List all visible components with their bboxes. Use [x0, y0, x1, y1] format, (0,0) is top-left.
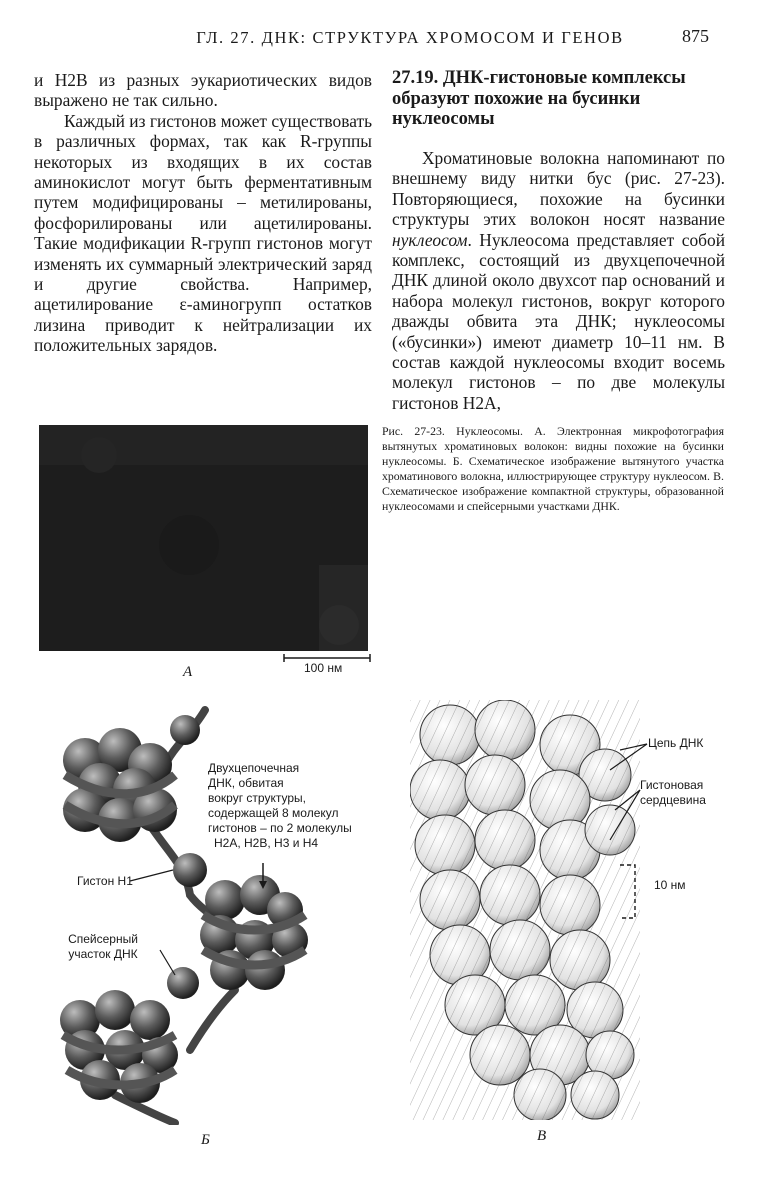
body-text-2: . Нуклеосома представляет собой комплекс, состоящий из двухцепочечной ДНК длиной около двухсот пар оснований и набора молекул гистонов, вокруг которого дважды обвита эта ДНК; нуклеосомы («бусинки») имеют диаметр 10–11 нм. В состав каждой нуклеосомы входит восемь молекул гистонов – по две молекулы гистонов H2A,	[392, 229, 725, 413]
figure-caption: Рис. 27-23. Нуклеосомы. А. Электронная микрофотография вытянутых хроматиновых волокон: видны похожие на бусинки нуклеосомы. Б. Схематическое изображение вытянутого участка хроматинового волокна, иллюстрирующее структуру нуклеосом. В. Схематическое изображение компактной структуры, образованной нуклеосомами и спейсерными участками ДНК.	[382, 424, 724, 513]
left-paragraph-2: Каждый из гистонов может существовать в различных формах, так как R-группы некоторых из входящих в их состав аминокислот могут быть ферментативным путем модифицированы – метилированы, фосфорилированы или ацетилированы. Такие модификации R-групп гистонов могут изменять их суммарный электрический заряд и другие свойства. Например, ацетилирование ε-аминогрупп остатков лизина приводит к нейтрализации их положительных зарядов.	[34, 110, 372, 356]
body-term-nucleosomes: нуклеосом	[392, 229, 468, 250]
annotation-dna-line-1: Двухцепочечная	[208, 761, 300, 775]
section-title: 27.19. ДНК-гистоновые комплексы образуют похожие на бусинки нуклеосомы	[392, 68, 686, 129]
left-paragraph-1: и H2B из разных эукариотических видов выражено не так сильно.	[34, 70, 372, 111]
annotation-dna-chain: Цепь ДНК	[648, 736, 704, 750]
annotation-spacer	[58, 932, 148, 962]
annotation-core-line-2: сердцевина	[640, 793, 706, 807]
annotation-dna-line-6: H2A, H2B, H3 и H4	[214, 836, 319, 850]
spacer-bead	[167, 967, 199, 999]
annotation-spacer-line-1: Спейсерный	[68, 932, 138, 946]
running-header: ГЛ. 27. ДНК: СТРУКТУРА ХРОМОСОМ И ГЕНОВ	[196, 28, 624, 47]
figure-a-label: А	[183, 664, 193, 680]
annotation-spacer-line-2: участок ДНК	[68, 947, 138, 961]
nucleosome-1	[63, 728, 177, 842]
annotation-pointers-c	[590, 730, 650, 930]
section-body	[392, 148, 725, 413]
figure-c-label: В	[537, 1128, 547, 1144]
histone-h1-bead-top	[170, 715, 200, 745]
annotation-dna-line-3: вокруг структуры,	[208, 791, 306, 805]
pointer-h1	[130, 870, 173, 881]
histone-h1-bead	[173, 853, 207, 887]
scale-label: 100 нм	[304, 661, 343, 675]
pointer-spacer	[160, 950, 175, 975]
annotation-core-line-1: Гистоновая	[640, 778, 704, 792]
annotation-dna-line-4: содержащей 8 молекул	[208, 806, 339, 820]
nucleosome-3	[60, 990, 178, 1103]
electron-micrograph	[39, 425, 368, 651]
annotation-histone-h1: Гистон H1	[77, 874, 133, 888]
annotation-histone-core	[640, 778, 720, 808]
nucleosome-2	[200, 875, 308, 990]
page-number: 875	[682, 26, 709, 46]
left-column	[34, 70, 372, 356]
annotation-dna-line-5: гистонов – по 2 молекулы	[208, 821, 352, 835]
micrograph-texture	[39, 425, 368, 651]
annotation-dna-wrapped	[208, 761, 378, 851]
annotation-size-10nm: 10 нм	[654, 878, 686, 892]
figure-b-label: Б	[201, 1132, 210, 1148]
annotation-dna-line-2: ДНК, обвитая	[208, 776, 284, 790]
body-text-1: Хроматиновые волокна напоминают по внешнему виду нитки бус (рис. 27-23). Повторяющиеся, похожие на бусинки структуры этих волокон носят название	[392, 148, 725, 230]
